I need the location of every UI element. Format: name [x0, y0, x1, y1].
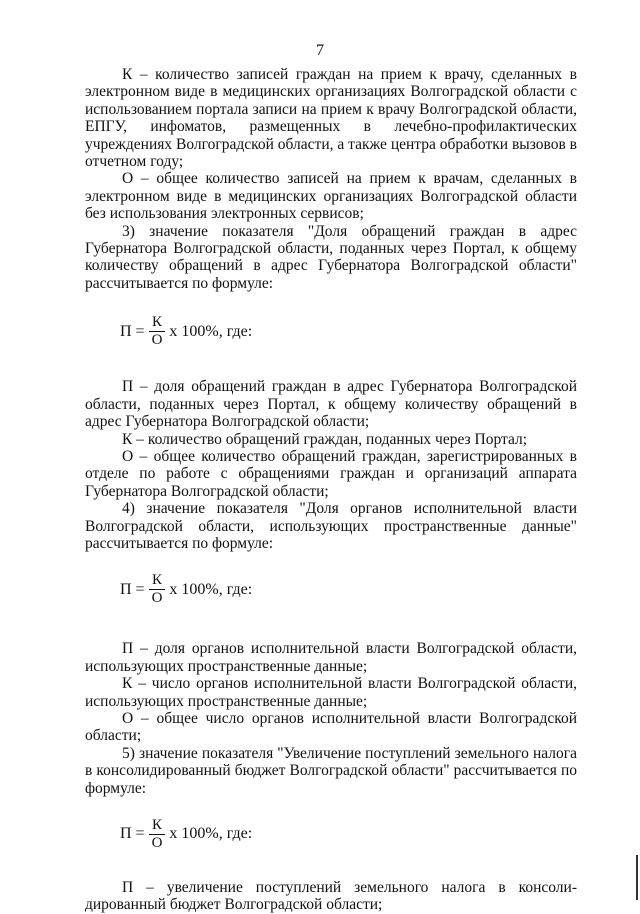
- formula-denominator: О: [151, 834, 163, 851]
- formula-numerator: К: [149, 817, 165, 835]
- paragraph: 4) значение показателя "Доля органов исполнительной власти Волгоградской области, использующих пространственные данные" рассчитывается по формуле:: [85, 500, 577, 552]
- formula-lhs: П =: [120, 825, 145, 843]
- formula-denominator: О: [151, 331, 163, 348]
- formula: [120, 306, 577, 356]
- formula: [120, 809, 577, 859]
- document-body: [85, 66, 577, 914]
- formula: [120, 564, 577, 614]
- formula-denominator: О: [151, 589, 163, 606]
- page-number: 7: [316, 42, 324, 59]
- paragraph: 3) значение показателя "Доля обращений граждан в адрес Губернатора Волгоградской области, поданных через Портал, к общему количеству обращений в адрес Губернатора Волгоградской области" рассчитывается по формуле:: [85, 222, 577, 292]
- paragraph: П – доля обращений граждан в адрес Губернатора Волгоградской области, поданных через Портал, к общему количеству обращений в адрес Губернатора Волгоградской области;: [85, 378, 577, 431]
- formula-lhs: П =: [120, 580, 145, 598]
- paragraph: О – общее количество записей на прием к врачам, сделанных в электронном виде в медицинских организациях Волгоградской области без использования электронных сервисов;: [85, 170, 577, 223]
- paragraph: П – доля органов исполнительной власти Волгоградской области, использующих пространственные данные;: [85, 640, 577, 675]
- paragraph: К – количество записей граждан на прием к врачу, сделанных в электронном виде в медицинских организациях Волгоградской области с использованием портала записи на прием к врачу Волгоградской области, ЕПГУ, инфоматов, размещенных в лечебно-профилактических учреждениях Волгоградской области, а также центра обработки вызовов в отчетном году;: [85, 66, 577, 171]
- paragraph: 5) значение показателя "Увеличение поступлений земельного налога в консолидированный бюджет Волгоградской области" рассчитывается по формуле:: [85, 744, 577, 797]
- formula-numerator: К: [149, 572, 165, 590]
- paragraph: О – общее число органов исполнительной власти Волгоградской области;: [85, 709, 577, 745]
- paragraph: К – число органов исполнительной власти Волгоградской области, использующих пространственные данные;: [85, 675, 577, 710]
- formula-fraction: [149, 817, 166, 852]
- formula-lhs: П =: [120, 322, 145, 340]
- paragraph: П – увеличение поступлений земельного налога в консоли-дированный бюджет Волгоградской области;: [85, 879, 577, 914]
- formula-rhs: х 100%, где:: [169, 580, 253, 598]
- scan-edge-line: [636, 855, 638, 900]
- paragraph: О – общее количество обращений граждан, зарегистрированных в отделе по работе с обращениями граждан и организаций аппарата Губернатора Волгоградской области;: [85, 447, 577, 500]
- formula-fraction: [149, 572, 166, 607]
- paragraph: К – количество обращений граждан, поданных через Портал;: [122, 430, 528, 448]
- formula-fraction: [149, 314, 166, 349]
- formula-rhs: х 100%, где:: [169, 322, 253, 340]
- formula-numerator: К: [149, 314, 165, 332]
- formula-rhs: х 100%, где:: [169, 825, 253, 843]
